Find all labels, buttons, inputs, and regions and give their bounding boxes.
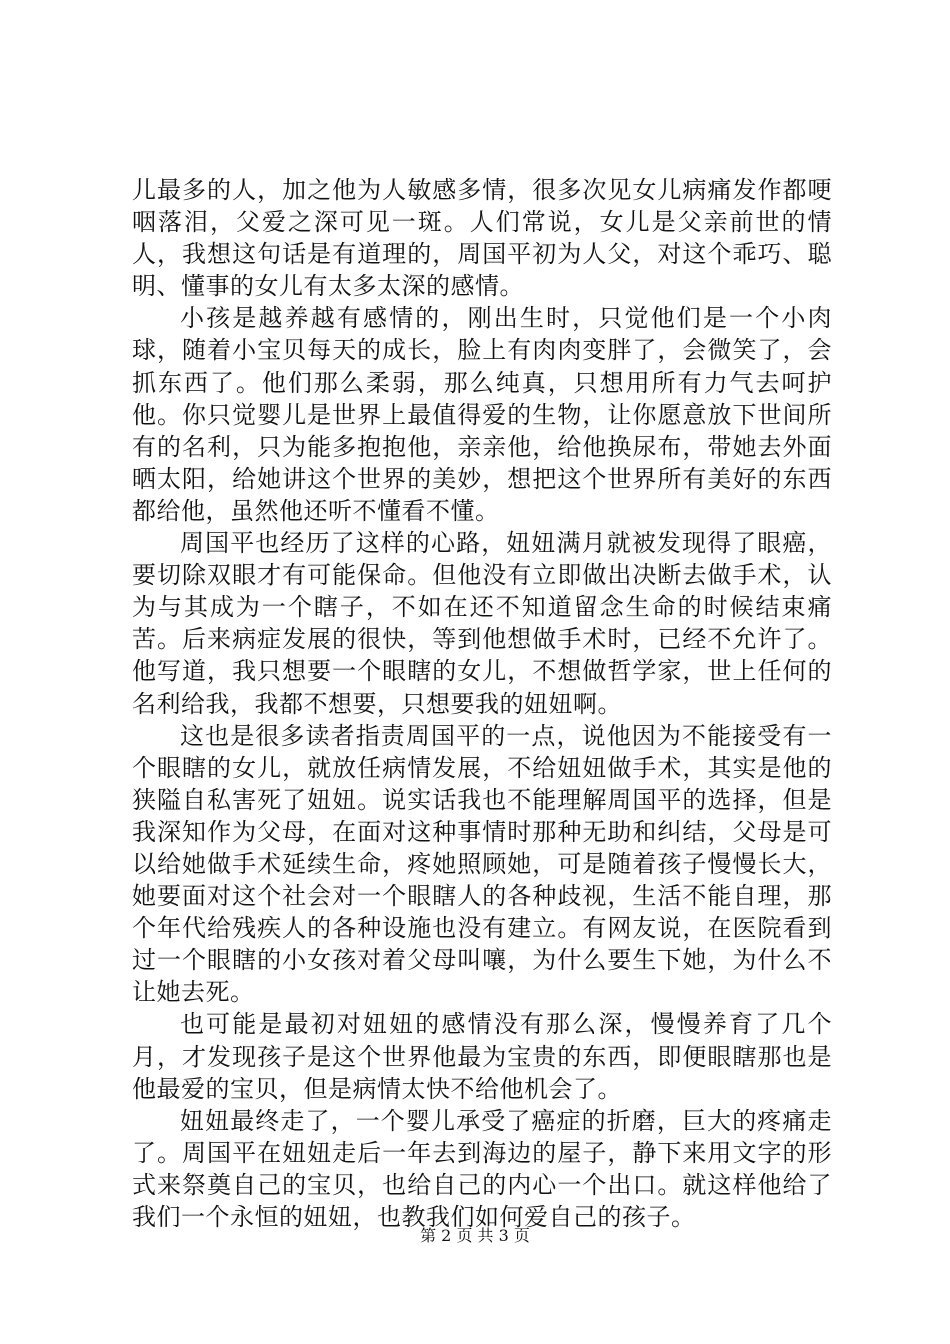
paragraph-continued: 儿最多的人，加之他为人敏感多情，很多次见女儿病痛发作都哽咽落泪，父爱之深可见一斑。人们常说，女儿是父亲前世的情人，我想这句话是有道理的，周国平初为人父，对这个乖巧、聪明、懂事的女儿有太多太深的感情。 xyxy=(132,176,832,301)
page-number-footer: 第 2 页 共 3 页 xyxy=(420,1226,530,1245)
paragraph: 妞妞最终走了，一个婴儿承受了癌症的折磨，巨大的疼痛走了。周国平在妞妞走后一年去到海边的屋子，静下来用文字的形式来祭奠自己的宝贝，也给自己的内心一个出口。就这样他给了我们一个永恒的妞妞，也教我们如何爱自己的孩子。 xyxy=(132,1106,832,1231)
paragraph: 这也是很多读者指责周国平的一点，说他因为不能接受有一个眼瞎的女儿，就放任病情发展，不给妞妞做手术，其实是他的狭隘自私害死了妞妞。说实话我也不能理解周国平的选择，但是我深知作为父母，在面对这种事情时那种无助和纠结，父母是可以给她做手术延续生命，疼她照顾她，可是随着孩子慢慢长大，她要面对这个社会对一个眼瞎人的各种歧视，生活不能自理，那个年代给残疾人的各种设施也没有建立。有网友说，在医院看到过一个眼瞎的小女孩对着父母叫嚷，为什么要生下她，为什么不让她去死。 xyxy=(132,721,832,1007)
paragraph: 周国平也经历了这样的心路，妞妞满月就被发现得了眼癌，要切除双眼才有可能保命。但他没有立即做出决断去做手术，认为与其成为一个瞎子，不如在还不知道留念生命的时候结束痛苦。后来病症发展的很快，等到他想做手术时，已经不允许了。他写道，我只想要一个眼瞎的女儿，不想做哲学家，世上任何的名利给我，我都不想要，只想要我的妞妞啊。 xyxy=(132,529,832,718)
paragraph: 小孩是越养越有感情的，刚出生时，只觉他们是一个小肉球，随着小宝贝每天的成长，脸上有肉肉变胖了，会微笑了，会抓东西了。他们那么柔弱，那么纯真，只想用所有力气去呵护他。你只觉婴儿是世界上最值得爱的生物，让你愿意放下世间所有的名利，只为能多抱抱他，亲亲他，给他换尿布，带她去外面晒太阳，给她讲这个世界的美妙，想把这个世界所有美好的东西都给他，虽然他还听不懂看不懂。 xyxy=(132,304,832,525)
paragraph: 也可能是最初对妞妞的感情没有那么深，慢慢养育了几个月，才发现孩子是这个世界他最为宝贵的东西，即便眼瞎那也是他最爱的宝贝，但是病情太快不给他机会了。 xyxy=(132,1010,832,1103)
document-body xyxy=(132,174,832,1233)
